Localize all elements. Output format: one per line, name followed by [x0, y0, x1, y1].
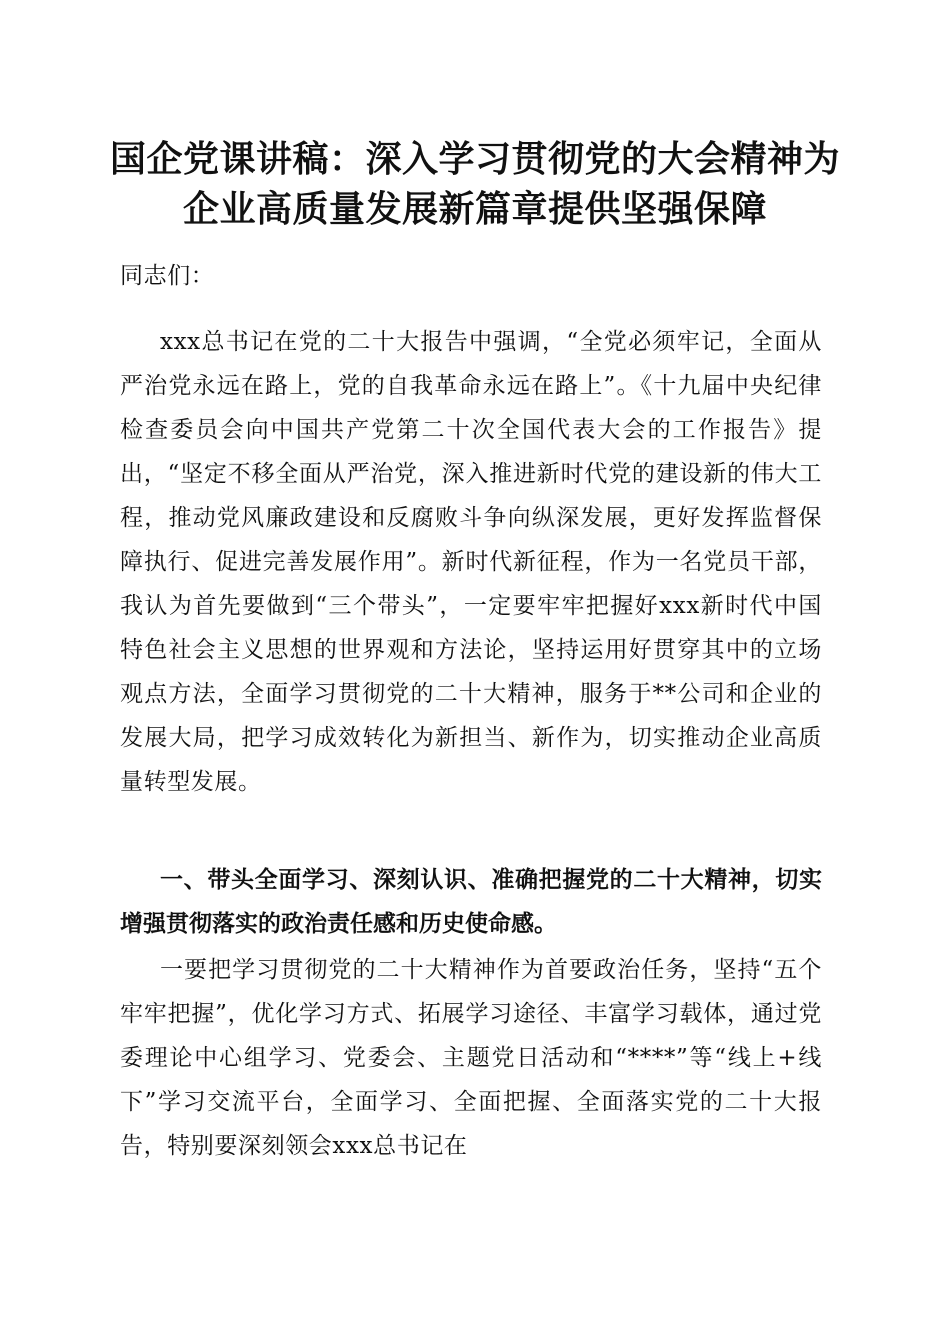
document-title — [100, 134, 850, 234]
salutation: 同志们： — [120, 263, 215, 289]
title-line-2: 企业高质量发展新篇章提供坚强保障 — [182, 188, 767, 230]
paragraph-intro: xxx总书记在党的二十大报告中强调，“全党必须牢记，全面从严治党永远在路上，党的自我革命永远在路上”。《十九届中央纪律检查委员会向中国共产党第二十次全国代表大会的工作报告》提出，“坚定不移全面从严治党，深入推进新时代党的建设新的伟大工程，推动党风廉政建设和反腐败斗争向纵深发展，更好发挥监督保障执行、促进完善发展作用”。新时代新征程，作为一名党员干部，我认为首先要做到“三个带头”，一定要牢牢把握好xxx新时代中国特色社会主义思想的世界观和方法论，坚持运用好贯穿其中的立场观点方法，全面学习贯彻党的二十大精神，服务于**公司和企业的发展大局，把学习成效转化为新担当、新作为，切实推动企业高质量转型发展。 — [120, 329, 822, 795]
paragraph-section-1: 一要把学习贯彻党的二十大精神作为首要政治任务，坚持“五个牢牢把握”，优化学习方式、拓展学习途径、丰富学习载体，通过党委理论中心组学习、党委会、主题党日活动和“****”等“线上+线下”学习交流平台，全面学习、全面把握、全面落实党的二十大报告，特别要深刻领会xxx总书记在 — [120, 957, 822, 1159]
section-heading-1: 一、带头全面学习、深刻认识、准确把握党的二十大精神，切实增强贯彻落实的政治责任感和历史使命感。 — [120, 867, 822, 937]
title-line-1: 国企党课讲稿：深入学习贯彻党的大会精神为 — [109, 138, 840, 180]
